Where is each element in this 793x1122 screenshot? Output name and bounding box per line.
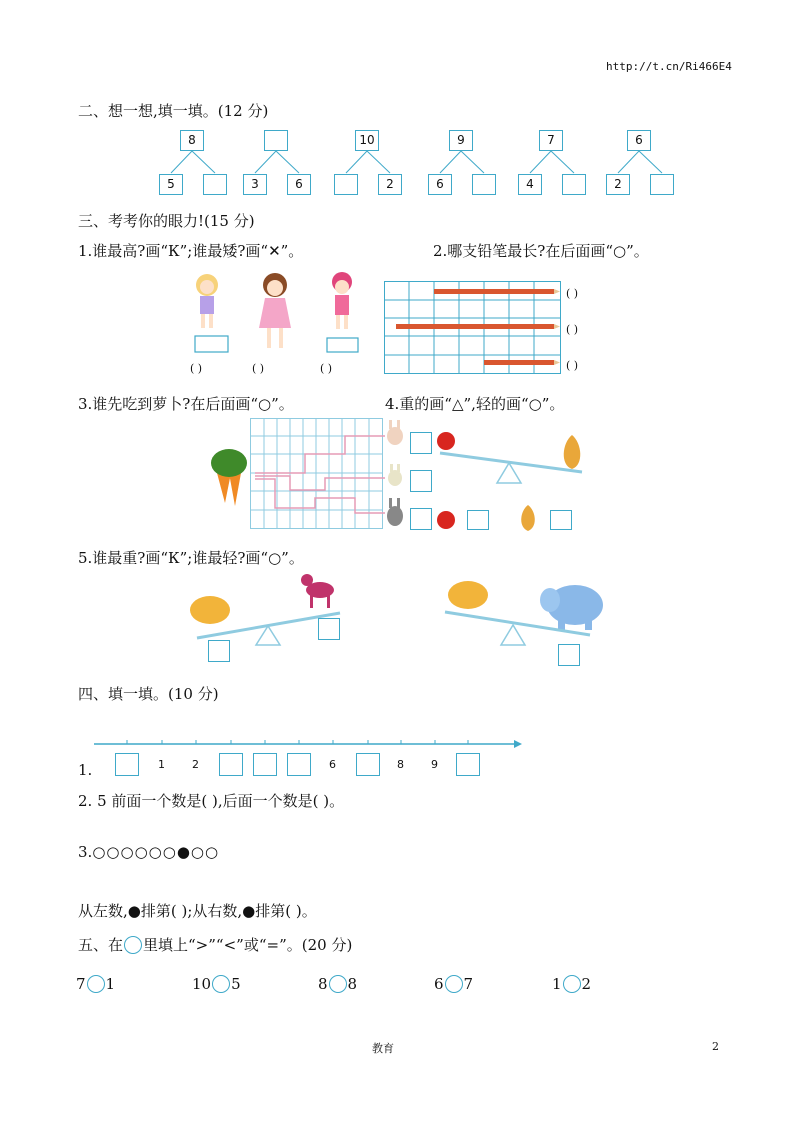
rabbit-3-answer-box[interactable] bbox=[410, 508, 432, 530]
question-4-2: 2. 5 前面一个数是( ),后面一个数是( )。 bbox=[78, 792, 345, 810]
pencil-1 bbox=[434, 289, 560, 294]
dog-answer-box[interactable] bbox=[208, 640, 230, 662]
dog-elephant-balance bbox=[440, 570, 610, 665]
comparison-left: 6 bbox=[434, 975, 444, 993]
comparison-circle-input[interactable] bbox=[87, 975, 105, 993]
tree-top-box: 7 bbox=[539, 130, 563, 151]
tree-right-box[interactable] bbox=[650, 174, 674, 195]
dog-icon bbox=[190, 596, 230, 624]
tree-right-box: 2 bbox=[378, 174, 402, 195]
section5-title-post: 里填上“>”“<”或“=”。(20 分) bbox=[143, 936, 353, 954]
pencil-grid bbox=[384, 281, 564, 375]
dog-icon-2 bbox=[448, 581, 488, 609]
section3-title: 三、考考你的眼力!(15 分) bbox=[78, 212, 255, 230]
tree-right-box[interactable] bbox=[562, 174, 586, 195]
tree-top-box: 9 bbox=[449, 130, 473, 151]
number-line-blank-box[interactable] bbox=[253, 753, 277, 776]
comparison-right: 8 bbox=[347, 975, 358, 993]
comparison-right: 2 bbox=[581, 975, 592, 993]
circle-placeholder-icon bbox=[124, 936, 142, 954]
pencil-3 bbox=[484, 360, 560, 365]
comparison-item bbox=[318, 975, 357, 993]
paren-girl-3: ( ) bbox=[320, 362, 333, 375]
section5-title bbox=[78, 934, 352, 955]
comparison-circle-input[interactable] bbox=[212, 975, 230, 993]
paren-pencil-2: ( ) bbox=[566, 323, 579, 336]
tree-top-box[interactable] bbox=[264, 130, 288, 151]
apple-icon-2 bbox=[437, 511, 455, 529]
question-3-1: 1.谁最高?画“К”;谁最矮?画“✕”。 bbox=[78, 242, 304, 260]
question-3-5: 5.谁最重?画“К”;谁最轻?画“○”。 bbox=[78, 549, 304, 567]
comparison-right: 1 bbox=[105, 975, 116, 993]
comparison-right: 5 bbox=[231, 975, 241, 993]
comparison-left: 8 bbox=[318, 975, 328, 993]
tree-top-box: 10 bbox=[355, 130, 379, 151]
number-line-blank-box[interactable] bbox=[115, 753, 139, 776]
rabbit-2-icon bbox=[388, 464, 402, 486]
pear-icon bbox=[564, 435, 581, 469]
tree-top-box: 8 bbox=[180, 130, 204, 151]
tree-left-box: 2 bbox=[606, 174, 630, 195]
question-4-3-text: 从左数,●排第( );从右数,●排第( )。 bbox=[78, 902, 317, 920]
rabbit-1-icon bbox=[387, 420, 403, 445]
apple-answer-box[interactable] bbox=[467, 510, 489, 530]
comparison-item bbox=[76, 975, 115, 993]
elephant-answer-box[interactable] bbox=[558, 644, 580, 666]
tree-left-box: 5 bbox=[159, 174, 183, 195]
number-line-value: 9 bbox=[431, 758, 438, 771]
girl-3-figure bbox=[332, 272, 352, 329]
horse-icon bbox=[301, 574, 334, 608]
apple-icon bbox=[437, 432, 455, 450]
comparison-circle-input[interactable] bbox=[563, 975, 581, 993]
rabbit-2-answer-box[interactable] bbox=[410, 470, 432, 492]
tree-right-box[interactable] bbox=[203, 174, 227, 195]
number-line-blank-box[interactable] bbox=[287, 753, 311, 776]
paren-girl-1: ( ) bbox=[190, 362, 203, 375]
number-line-blank-box[interactable] bbox=[219, 753, 243, 776]
tree-left-box: 4 bbox=[518, 174, 542, 195]
number-line-value: 1 bbox=[158, 758, 165, 771]
number-line-blank-box[interactable] bbox=[456, 753, 480, 776]
circle-sequence: ○○○○○○●○○ bbox=[92, 843, 220, 861]
rabbit-3-icon bbox=[387, 498, 403, 526]
girl-2-figure bbox=[259, 273, 291, 348]
tree-right-box: 6 bbox=[287, 174, 311, 195]
number-line-blank-box[interactable] bbox=[356, 753, 380, 776]
maze-paths bbox=[255, 436, 385, 513]
horse-answer-box[interactable] bbox=[318, 618, 340, 640]
pear-answer-box[interactable] bbox=[550, 510, 572, 530]
comparison-circle-input[interactable] bbox=[445, 975, 463, 993]
comparison-item bbox=[192, 975, 241, 993]
comparison-item bbox=[434, 975, 473, 993]
elephant-icon bbox=[540, 585, 603, 630]
section4-title: 四、填一填。(10 分) bbox=[78, 685, 219, 703]
paren-pencil-3: ( ) bbox=[566, 359, 579, 372]
question-3-4: 4.重的画“△”,轻的画“○”。 bbox=[385, 395, 565, 413]
carrot-maze bbox=[205, 418, 435, 533]
number-line-value: 6 bbox=[329, 758, 336, 771]
question-3-3: 3.谁先吃到萝卜?在后面画“○”。 bbox=[78, 395, 294, 413]
girl-1-box bbox=[195, 336, 228, 352]
tree-left-box: 6 bbox=[428, 174, 452, 195]
girls-height-illustration bbox=[185, 270, 365, 360]
girl-1-figure bbox=[196, 274, 218, 328]
apple-pear-balance bbox=[432, 425, 602, 535]
question-4-3-number: 3. bbox=[78, 843, 93, 861]
section5-title-pre: 五、在 bbox=[78, 936, 124, 954]
girl-3-box bbox=[327, 338, 358, 352]
number-line-value: 2 bbox=[192, 758, 199, 771]
comparison-right: 7 bbox=[463, 975, 474, 993]
paren-pencil-1: ( ) bbox=[566, 287, 579, 300]
rabbit-1-answer-box[interactable] bbox=[410, 432, 432, 454]
question-3-2: 2.哪支铅笔最长?在后面画“○”。 bbox=[433, 242, 649, 260]
number-line-value: 8 bbox=[397, 758, 404, 771]
tree-right-box[interactable] bbox=[472, 174, 496, 195]
pear-icon-2 bbox=[521, 505, 535, 531]
footer-center: 教育 bbox=[372, 1042, 394, 1055]
comparison-item bbox=[552, 975, 591, 993]
comparison-circle-input[interactable] bbox=[329, 975, 347, 993]
page-number: 2 bbox=[712, 1040, 719, 1053]
header-url: http://t.cn/Ri466E4 bbox=[606, 60, 732, 73]
paren-girl-2: ( ) bbox=[252, 362, 265, 375]
question-4-3-label bbox=[78, 843, 219, 861]
comparison-left: 1 bbox=[552, 975, 562, 993]
comparison-left: 7 bbox=[76, 975, 86, 993]
tree-top-box: 6 bbox=[627, 130, 651, 151]
tree-left-box[interactable] bbox=[334, 174, 358, 195]
carrot-bundle-icon bbox=[211, 449, 247, 506]
section2-title: 二、想一想,填一填。(12 分) bbox=[78, 102, 269, 120]
pencil-2 bbox=[396, 324, 560, 329]
tree-left-box: 3 bbox=[243, 174, 267, 195]
comparison-left: 10 bbox=[192, 975, 212, 993]
number-line-axis bbox=[92, 738, 532, 752]
question-4-1-label: 1. bbox=[78, 761, 93, 779]
